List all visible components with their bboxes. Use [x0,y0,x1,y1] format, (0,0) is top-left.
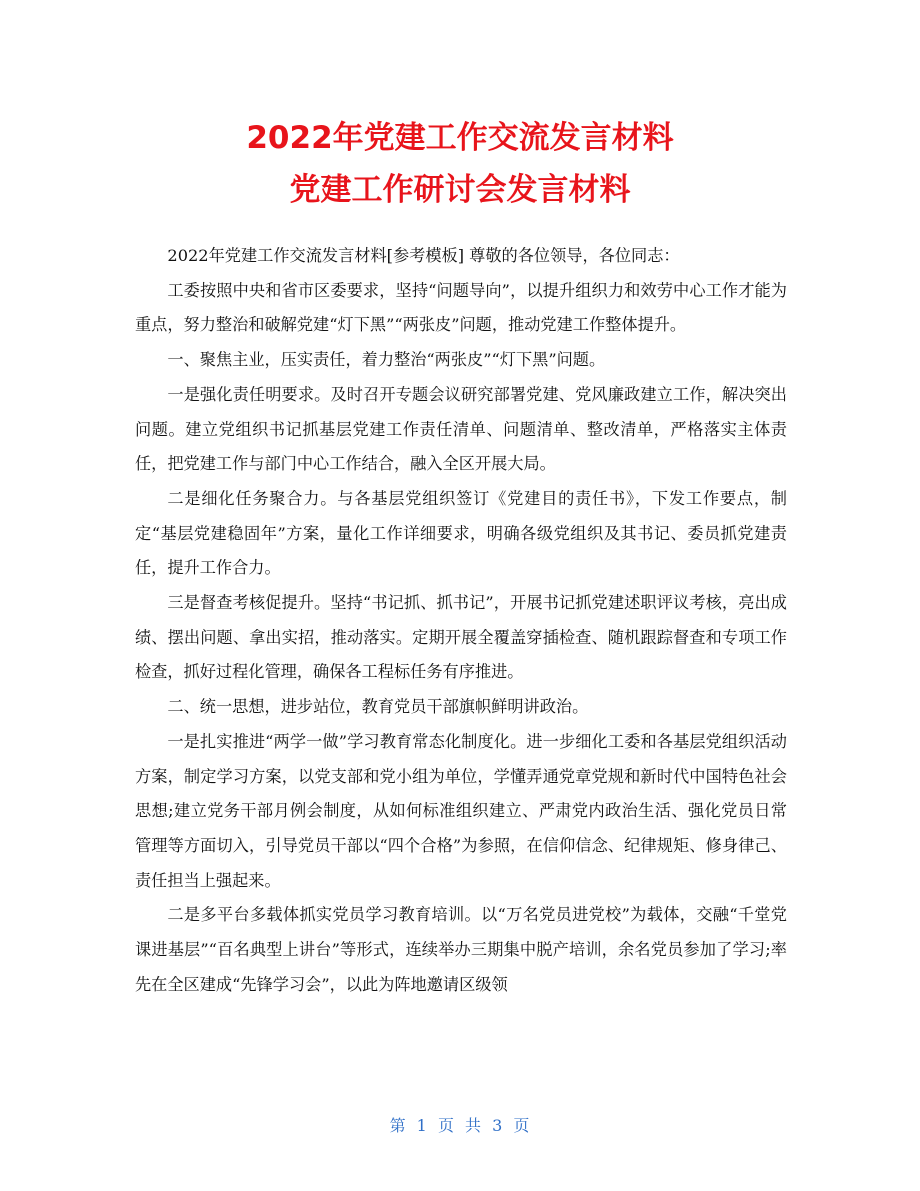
section-heading-1: 一、聚焦主业，压实责任，着力整治“两张皮”“灯下黑”问题。 [167,350,606,370]
document-body [135,239,787,1002]
title-line-1: 2022年党建工作交流发言材料 [246,120,674,156]
title-line-2: 党建工作研讨会发言材料 [289,172,631,208]
paragraph-intro: 工委按照中央和省市区委要求，坚持“问题导向”，以提升组织力和效劳中心工作才能为重点，努力整治和破解党建“灯下黑”“两张皮”问题，推动党建工作整体提升。 [135,280,787,335]
paragraph-item: 三是督查考核促提升。坚持“书记抓、抓书记”，开展书记抓党建述职评议考核，亮出成绩、摆出问题、拿出实招，推动落实。定期开展全覆盖穿插检查、随机跟踪督查和专项工作检查，抓好过程化管理，确保各工程标任务有序推进。 [135,593,787,682]
paragraph-item: 二是多平台多载体抓实党员学习教育培训。以“万名党员进党校”为载体，交融“千堂党课进基层”“百名典型上讲台”等形式，连续举办三期集中脱产培训，余名党员参加了学习;率先在全区建成“先锋学习会”，以此为阵地邀请区级领 [135,905,787,994]
paragraph-item: 一是强化责任明要求。及时召开专题会议研究部署党建、党风廉政建立工作，解决突出问题。建立党组织书记抓基层党建工作责任清单、问题清单、整改清单，严格落实主体责任，把党建工作与部门中心工作结合，融入全区开展大局。 [135,384,787,474]
paragraph-item: 一是扎实推进“两学一做”学习教育常态化制度化。进一步细化工委和各基层党组织活动方案，制定学习方案，以党支部和党小组为单位，学懂弄通党章党规和新时代中国特色社会思想;建立党务干部月例会制度，从如何标准组织建立、严肃党内政治生活、强化党员日常管理等方面切入，引导党员干部以“四个合格”为参照，在信仰信念、纪律规矩、修身律己、责任担当上强起来。 [135,731,787,890]
section-heading-2: 二、统一思想，进步站位，教育党员干部旗帜鲜明讲政治。 [167,697,589,717]
paragraph-item: 二是细化任务聚合力。与各基层党组织签订《党建目的责任书》，下发工作要点，制定“基层党建稳固年”方案，量化工作详细要求，明确各级党组织及其书记、委员抓党建责任，提升工作合力。 [135,488,787,578]
page-number-footer: 第 1 页 共 3 页 [389,1116,531,1135]
document-title [0,112,920,216]
paragraph-greeting: 2022年党建工作交流发言材料[参考模板] 尊敬的各位领导，各位同志： [167,246,680,265]
